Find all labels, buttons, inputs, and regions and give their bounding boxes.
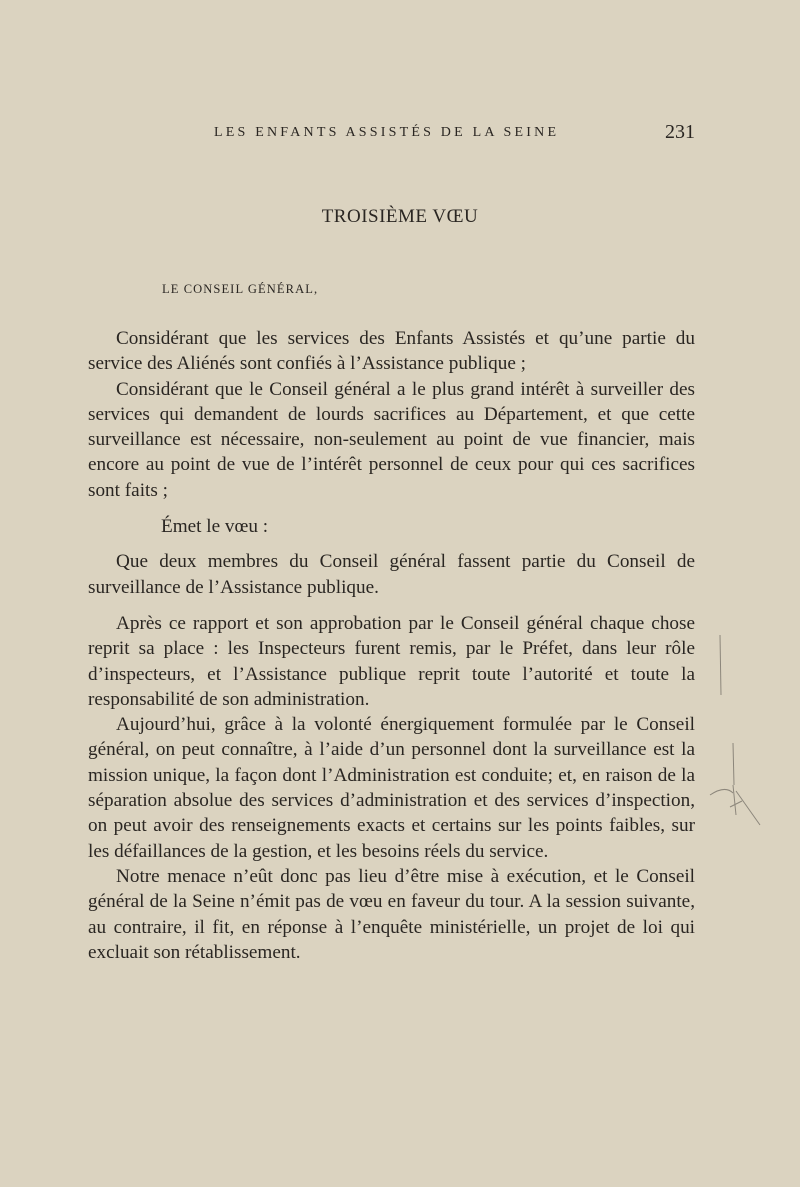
body-text [88,326,695,965]
paragraph-apres-ce-rapport: Après ce rapport et son approbation par le Conseil général chaque chose reprit sa place : les Inspecteurs furent remis, par le Préfet, dans leur rôle d’inspecteurs, et l’Assistance publique reprit toute l’autorité et toute la responsabilité de son administration. [88,612,695,710]
paragraph-emet-le-voeu: Émet le vœu : [161,516,269,538]
paragraph-aujourdhui: Aujourd’hui, grâce à la volonté énergiquement formulée par le Conseil général, on peut connaître, à l’aide d’un personnel dont la surveillance est la mission unique, la façon dont l’Administration est conduite; et, en raison de la séparation absolue des services d’administration et des services d’inspection, on peut avoir des renseignements exacts et certains sur les points faibles, sur les défaillances de la gestion, et les besoins réels du service. [88,714,695,862]
paragraph-que-deux-membres: Que deux membres du Conseil général fassent partie du Conseil de surveillance de l’Assistance publique. [88,551,695,598]
paragraph-notre-menace: Notre menace n’eût donc pas lieu d’être mise à exécution, et le Conseil général de la Seine n’émit pas de vœu en faveur du tour. A la session suivante, au contraire, il fit, en réponse à l’enquête ministérielle, un projet de loi qui excluait son rétablissement. [88,865,695,963]
page-header [88,121,695,149]
paragraph-considerant-2: Considérant que le Conseil général a le plus grand intérêt à surveiller des services qui demandent de lourds sacrifices au Département, et que cette surveillance est nécessaire, non-seulement au point de vue financier, mais encore au point de vue de l’intérêt personnel de ceux pour qui ces sacrifices sont faits ; [88,378,695,501]
paragraph-considerant-1: Considérant que les services des Enfants Assistés et qu’une partie du service des Aliénés sont confiés à l’Assistance publique ; [88,328,695,375]
speaker-heading: LE CONSEIL GÉNÉRAL, [162,282,319,296]
page-number: 231 [665,121,695,143]
running-title: LES ENFANTS ASSISTÉS DE LA SEINE [214,125,560,140]
section-title: TROISIÈME VŒU [321,206,479,227]
margin-pencil-marks [700,615,780,845]
